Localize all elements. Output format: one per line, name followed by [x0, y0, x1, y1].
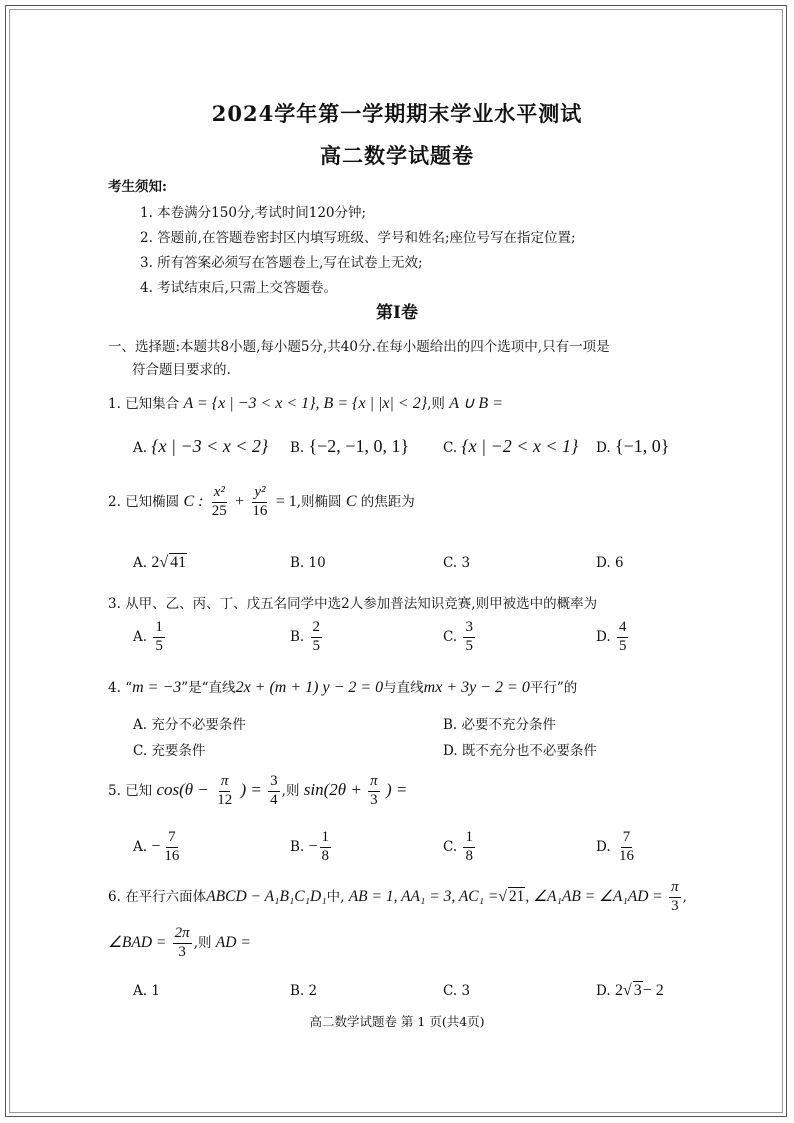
option-a	[133, 983, 160, 999]
option-d	[596, 436, 669, 457]
fraction: $\frac{\text{x²}}{25}$	[211, 484, 227, 519]
option-c	[443, 620, 477, 655]
math-expression: A ∪ B =	[449, 395, 503, 412]
cos-expression: cos(θ −	[156, 779, 209, 799]
question-stem: ,则	[193, 934, 212, 951]
option-label: C.	[443, 838, 458, 855]
option-value: 充分不必要条件	[151, 717, 246, 733]
option-value: 2	[308, 983, 318, 999]
option-b	[443, 713, 556, 733]
equals-sign: ) =	[385, 779, 408, 799]
option-value: 既不充分也不必要条件	[461, 743, 597, 759]
option-label: A.	[133, 983, 148, 999]
option-b	[290, 983, 317, 999]
question-stem: 与直线	[383, 680, 424, 696]
question-stem: ,则	[427, 396, 445, 412]
math-conditions: AB = 1, AA₁ = 3, AC₁ =	[348, 887, 499, 905]
math-angle-condition: ∠BAD =	[108, 933, 167, 951]
option-a	[133, 713, 246, 733]
question-stem: 已知	[125, 782, 153, 799]
option-value: {x | −2 < x < 1}	[461, 436, 579, 456]
option-label: A.	[133, 838, 148, 855]
question-stem: 已知椭圆	[125, 493, 180, 510]
fraction: $\frac{\text{y²}}{16}$	[252, 484, 268, 519]
question-4	[108, 676, 577, 697]
math-expression: A = {x | −3 < x < 1}, B = {x | |x| < 2}	[183, 395, 428, 412]
option-d	[596, 555, 624, 571]
option-label: A.	[133, 555, 148, 571]
notice-item: 1. 本卷满分150分,考试时间120分钟;	[140, 205, 367, 221]
question-number: 2.	[108, 493, 121, 510]
math-expression: 2x + (m + 1) y − 2 = 0	[235, 679, 384, 696]
option-label: C.	[133, 743, 148, 759]
option-b	[290, 436, 409, 457]
math-expression: AD =	[215, 933, 251, 951]
option-value: 1	[151, 983, 160, 999]
fraction: $\frac{\pi}{3}$	[671, 879, 679, 914]
fraction: $\frac{\pi}{3}$	[370, 773, 378, 808]
option-label: D.	[596, 983, 611, 999]
notice-item: 3. 所有答案必须写在答题卷上,写在试卷上无效;	[140, 255, 423, 271]
question-number: 1.	[108, 396, 121, 412]
option-coefficient: 2	[614, 982, 623, 999]
option-label: C.	[443, 983, 458, 999]
radicand: 3	[633, 982, 642, 999]
fraction: $\frac{\pi}{12}$	[217, 773, 233, 808]
option-tail: − 2	[642, 982, 664, 999]
exam-title: 2024学年第一学期期末学业水平测试	[211, 101, 583, 126]
option-label: D.	[596, 440, 611, 456]
option-label: C.	[443, 628, 458, 645]
option-a	[133, 620, 167, 655]
option-label: D.	[596, 838, 611, 855]
option-label: B.	[290, 628, 305, 645]
question-2	[108, 485, 415, 520]
question-stem: 中,	[326, 888, 345, 905]
radicand: 21	[508, 887, 525, 905]
punctuation: ,	[682, 888, 687, 905]
option-value: 充要条件	[151, 743, 206, 759]
math-angle-condition: , ∠A₁AB = ∠A₁AD =	[525, 887, 663, 905]
fraction: $\frac{3}{4}$	[270, 773, 278, 808]
option-d	[596, 830, 638, 865]
option-label: D.	[596, 555, 611, 571]
question-stem: ,则	[281, 782, 300, 799]
ellipse-var: C	[345, 492, 357, 510]
option-label: D.	[596, 628, 611, 645]
question-number: 6.	[108, 888, 121, 905]
option-b	[290, 555, 326, 571]
equals-sign: ) =	[240, 779, 262, 799]
minus-sign: −	[308, 837, 318, 855]
minus-sign: −	[151, 837, 161, 855]
option-a	[133, 830, 183, 865]
option-a	[133, 436, 268, 457]
question-stem: ”是“直线	[181, 680, 236, 696]
fraction: $\frac{7}{16}$	[164, 829, 180, 864]
option-label: C.	[443, 555, 458, 571]
option-value: {−2, −1, 0, 1}	[308, 436, 410, 456]
option-value: 必要不充分条件	[461, 717, 557, 733]
option-value: 6	[614, 555, 624, 571]
option-label: A.	[133, 440, 148, 456]
question-5	[108, 774, 407, 809]
fraction: $\frac{2\pi}{3}$	[174, 925, 190, 960]
notice-item: 2. 答题前,在答题卷密封区内填写班级、学号和姓名;座位号写在指定位置;	[140, 230, 576, 246]
question-stem: 已知集合	[125, 396, 180, 412]
exam-subtitle: 高二数学试题卷	[320, 143, 474, 168]
option-label: D.	[443, 743, 458, 759]
question-stem: ,则椭圆	[296, 493, 342, 510]
option-c	[443, 983, 470, 999]
fraction: $\frac{1}{5}$	[155, 619, 163, 654]
question-stem: 从甲、乙、丙、丁、戊五名同学中选2人参加普法知识竞赛,则甲被选中的概率为	[125, 596, 598, 612]
option-b	[290, 620, 324, 655]
quote-open: “	[125, 680, 133, 696]
sqrt-symbol: √	[498, 887, 507, 905]
option-value: 3	[461, 555, 471, 571]
part-heading-continued: 符合题目要求的.	[132, 362, 231, 378]
option-a	[133, 553, 187, 572]
section-title: 第Ⅰ卷	[376, 303, 418, 323]
solid-name: ABCD − A₁B₁C₁D₁	[206, 887, 327, 905]
radicand: 41	[170, 554, 187, 571]
sin-expression: sin(2θ +	[303, 779, 362, 799]
option-d	[443, 739, 597, 759]
option-value: 3	[461, 983, 471, 999]
option-label: B.	[290, 555, 305, 571]
fraction: $\frac{7}{16}$	[618, 829, 634, 864]
option-label: B.	[290, 983, 305, 999]
option-d	[596, 620, 630, 655]
question-number: 3.	[108, 596, 121, 612]
option-c	[443, 555, 470, 571]
fraction: $\frac{2}{5}$	[312, 619, 321, 654]
sqrt-symbol: √	[159, 554, 169, 571]
option-label: A.	[133, 717, 148, 733]
option-label: B.	[290, 440, 305, 456]
ellipse-name: C :	[183, 492, 204, 510]
fraction: $\frac{1}{8}$	[465, 829, 473, 864]
option-c	[443, 436, 578, 457]
question-stem: 在平行六面体	[125, 888, 207, 905]
page-footer: 高二数学试题卷 第 1 页(共4页)	[309, 1014, 485, 1029]
question-number: 5.	[108, 782, 121, 799]
option-label: A.	[133, 628, 148, 645]
fraction: $\frac{4}{5}$	[618, 619, 627, 654]
option-d	[596, 981, 664, 1000]
equals-one: = 1	[275, 492, 297, 510]
question-stem: 的焦距为	[360, 493, 415, 510]
option-value: 10	[308, 555, 326, 571]
plus-sign: +	[235, 492, 245, 510]
question-3	[108, 592, 597, 612]
math-expression: m = −3	[132, 679, 182, 696]
question-6	[108, 880, 687, 915]
notice-item: 4. 考试结束后,只需上交答题卷。	[140, 280, 337, 296]
question-stem: 平行”的	[529, 680, 578, 696]
option-label: B.	[290, 838, 305, 855]
option-value: {x | −3 < x < 2}	[151, 436, 269, 456]
option-value: {−1, 0}	[614, 436, 670, 456]
part-heading: 一、选择题:本题共8小题,每小题5分,共40分.在每小题给出的四个选项中,只有一项是	[108, 339, 610, 355]
option-coefficient: 2	[151, 554, 160, 571]
option-label: B.	[443, 717, 458, 733]
math-expression: mx + 3y − 2 = 0	[423, 679, 530, 696]
fraction: $\frac{3}{5}$	[465, 619, 473, 654]
question-6-line-2	[108, 926, 251, 961]
option-c	[443, 830, 477, 865]
option-label: C.	[443, 440, 458, 456]
question-1	[108, 392, 503, 413]
option-c	[133, 739, 205, 759]
notice-heading: 考生须知:	[108, 179, 167, 195]
fraction: $\frac{1}{8}$	[321, 829, 330, 864]
question-number: 4.	[108, 680, 121, 696]
option-b	[290, 830, 333, 865]
sqrt-symbol: √	[622, 982, 632, 999]
